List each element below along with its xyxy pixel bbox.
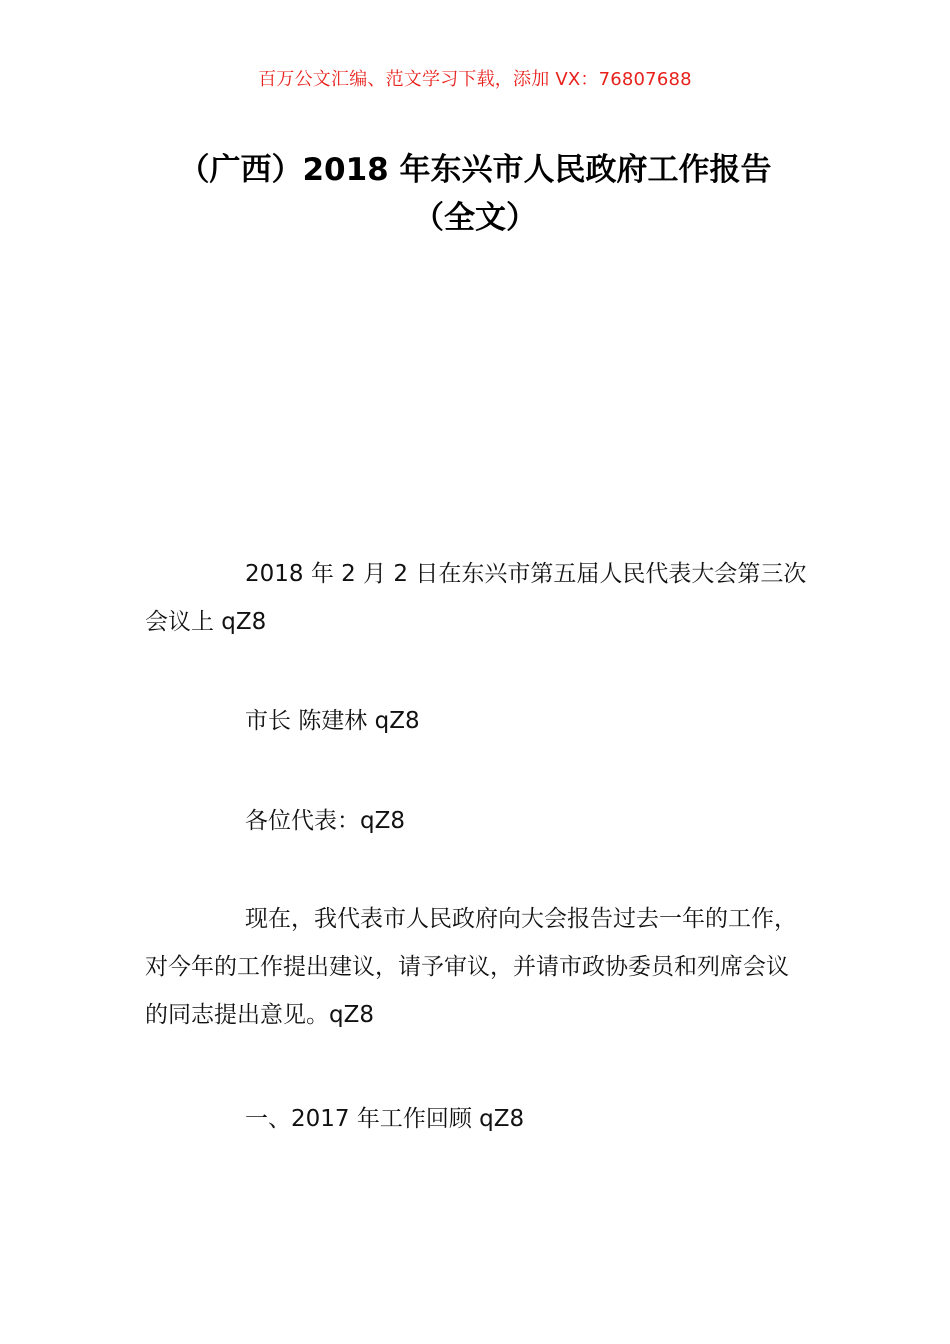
paragraph-salutation: 各位代表：qZ8 [245, 808, 405, 834]
document-title [145, 146, 805, 242]
title-line-2: （全文） [413, 200, 537, 236]
title-line-1: （广西）2018 年东兴市人民政府工作报告 [178, 152, 772, 188]
paragraph-introduction: 现在，我代表市人民政府向大会报告过去一年的工作，对今年的工作提出建议，请予审议，并请市政协委员和列席会议的同志提出意见。qZ8 [145, 906, 797, 1028]
header-banner: 百万公文汇编、范文学习下载，添加 VX：76807688 [258, 69, 692, 90]
section-heading-review: 一、2017 年工作回顾 qZ8 [245, 1106, 525, 1132]
paragraph-meeting-date: 2018 年 2 月 2 日在东兴市第五届人民代表大会第三次会议上 qZ8 [145, 561, 807, 635]
paragraph-speaker: 市长 陈建林 qZ8 [245, 708, 420, 734]
